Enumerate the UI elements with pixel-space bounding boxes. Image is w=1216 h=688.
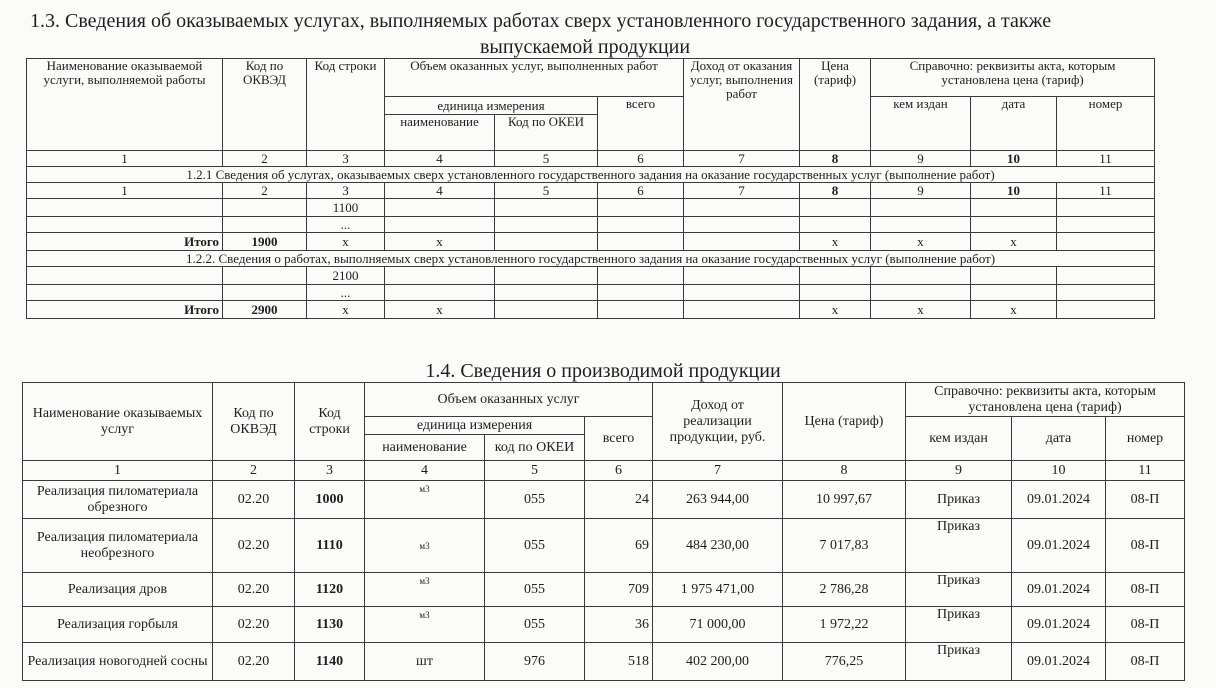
total-code: 1900 [223,233,307,251]
product-total: 36 [585,607,653,643]
product-issued-by: Приказ [906,481,1012,519]
product-unit: м3 [365,607,485,643]
product-income: 263 944,00 [653,481,783,519]
row-code-dots: ... [307,217,385,233]
product-unit: шт [365,643,485,681]
product-date: 09.01.2024 [1012,573,1106,607]
product-issued-by: Приказ [906,519,1012,573]
product-date: 09.01.2024 [1012,481,1106,519]
subsection-1-2-2: 1.2.2. Сведения о работах, выполняемых сверх установленного государственного задания на оказание государственных услуг (выполнение работ) [27,251,1155,267]
header-unit: единица измерения [385,97,598,115]
total-row [27,233,1155,251]
product-income: 71 000,00 [653,607,783,643]
header-price: Цена (тариф) [783,383,906,461]
col-num: 6 [598,151,684,167]
col-num: 10 [971,183,1057,199]
product-unit: м3 [365,573,485,607]
column-numbers-row [27,151,1155,167]
header-okei: Код по ОКЕИ [495,115,598,151]
product-code: 1130 [295,607,365,643]
col-num: 2 [213,461,295,481]
table-row [23,519,1185,573]
x-mark: x [307,233,385,251]
product-name: Реализация новогодней сосны [23,643,213,681]
product-number: 08-П [1106,573,1185,607]
col-num: 8 [800,151,871,167]
table-row [23,481,1185,519]
table-row [23,573,1185,607]
column-numbers-row [23,461,1185,481]
product-okved: 02.20 [213,481,295,519]
section-1-4-title: 1.4. Сведения о производимой продукции [425,360,781,382]
product-okved: 02.20 [213,573,295,607]
col-num: 5 [495,151,598,167]
product-income: 484 230,00 [653,519,783,573]
product-okei: 976 [485,643,585,681]
col-num: 4 [365,461,485,481]
product-income: 1 975 471,00 [653,573,783,607]
product-price: 1 972,22 [783,607,906,643]
product-total: 24 [585,481,653,519]
col-num: 6 [585,461,653,481]
header-ref: Справочно: реквизиты акта, которым установлена цена (тариф) [906,383,1185,417]
product-unit: м3 [365,519,485,573]
total-row [27,301,1155,319]
header-issued-by: кем издан [871,97,971,151]
col-num: 2 [223,151,307,167]
header-unit: единица измерения [365,417,585,435]
col-num: 1 [27,151,223,167]
product-okei: 055 [485,607,585,643]
total-label: Итого [27,301,223,319]
col-num: 3 [307,151,385,167]
product-total: 518 [585,643,653,681]
product-code: 1110 [295,519,365,573]
col-num: 5 [495,183,598,199]
product-total: 69 [585,519,653,573]
header-okei: код по ОКЕИ [485,435,585,461]
product-issued-by: Приказ [906,607,1012,643]
table-row [27,199,1155,217]
product-number: 08-П [1106,607,1185,643]
col-num: 10 [971,151,1057,167]
x-mark: x [871,233,971,251]
header-volume: Объем оказанных услуг, выполненных работ [385,59,684,97]
col-num: 8 [800,183,871,199]
product-name: Реализация пиломатериала необрезного [23,519,213,573]
row-code: 1100 [307,199,385,217]
header-income: Доход от оказания услуг, выполнения работ [684,59,800,151]
col-num: 6 [598,183,684,199]
product-number: 08-П [1106,643,1185,681]
product-okved: 02.20 [213,643,295,681]
col-num: 5 [485,461,585,481]
product-code: 1120 [295,573,365,607]
col-num: 3 [307,183,385,199]
product-okei: 055 [485,481,585,519]
header-row-code: Код строки [295,383,365,461]
header-issued-by: кем издан [906,417,1012,461]
header-number: номер [1057,97,1155,151]
section-1-3-title-line2: выпускаемой продукции [479,36,691,58]
col-num: 1 [23,461,213,481]
header-okved: Код по ОКВЭД [223,59,307,151]
product-name: Реализация горбыля [23,607,213,643]
header-income: Доход от реализации продукции, руб. [653,383,783,461]
product-number: 08-П [1106,519,1185,573]
product-price: 10 997,67 [783,481,906,519]
header-ref: Справочно: реквизиты акта, которым установлена цена (тариф) [871,59,1155,97]
col-num: 4 [385,151,495,167]
col-num: 4 [385,183,495,199]
product-okved: 02.20 [213,607,295,643]
row-code-dots: ... [307,285,385,301]
header-number: номер [1106,417,1185,461]
col-num: 8 [783,461,906,481]
col-num: 9 [906,461,1012,481]
services-table [26,58,1155,319]
total-label: Итого [27,233,223,251]
x-mark: x [800,301,871,319]
product-income: 402 200,00 [653,643,783,681]
header-unit-name: наименование [365,435,485,461]
table-row [27,285,1155,301]
col-num: 7 [653,461,783,481]
header-total: всего [585,417,653,461]
table-row [27,267,1155,285]
col-num: 7 [684,183,800,199]
product-okei: 055 [485,573,585,607]
subsection-1-2-1: 1.2.1 Сведения об услугах, оказываемых сверх установленного государственного задания на оказание государственных услуг (выполнение работ) [27,167,1155,183]
total-code: 2900 [223,301,307,319]
header-unit-name: наименование [385,115,495,151]
col-num: 7 [684,151,800,167]
table-row [23,643,1185,681]
header-name: Наименование оказываемых услуг [23,383,213,461]
product-total: 709 [585,573,653,607]
product-unit: м3 [365,481,485,519]
x-mark: x [385,233,495,251]
header-price: Цена (тариф) [800,59,871,151]
product-code: 1140 [295,643,365,681]
row-code: 2100 [307,267,385,285]
product-price: 2 786,28 [783,573,906,607]
header-total: всего [598,97,684,151]
col-num: 9 [871,183,971,199]
col-num: 11 [1057,183,1155,199]
header-date: дата [1012,417,1106,461]
col-num: 11 [1057,151,1155,167]
product-okei: 055 [485,519,585,573]
table-row [23,607,1185,643]
products-table [22,382,1185,681]
section-1-3-title [30,8,1140,60]
product-date: 09.01.2024 [1012,643,1106,681]
x-mark: x [971,301,1057,319]
header-name: Наименование оказываемой услуги, выполняемой работы [27,59,223,151]
product-issued-by: Приказ [906,643,1012,681]
section-1-3-title-line1: 1.3. Сведения об оказываемых услугах, выполняемых работах сверх установленного государственного задания, а также [30,10,1052,32]
product-number: 08-П [1106,481,1185,519]
x-mark: x [871,301,971,319]
x-mark: x [800,233,871,251]
x-mark: x [307,301,385,319]
col-num: 11 [1106,461,1185,481]
product-name: Реализация пиломатериала обрезного [23,481,213,519]
product-price: 776,25 [783,643,906,681]
product-issued-by: Приказ [906,573,1012,607]
x-mark: x [385,301,495,319]
product-price: 7 017,83 [783,519,906,573]
col-num: 2 [223,183,307,199]
product-code: 1000 [295,481,365,519]
table-row [27,217,1155,233]
header-row-code: Код строки [307,59,385,151]
product-name: Реализация дров [23,573,213,607]
col-num: 3 [295,461,365,481]
col-num: 10 [1012,461,1106,481]
x-mark: x [971,233,1057,251]
header-volume: Объем оказанных услуг [365,383,653,417]
product-okved: 02.20 [213,519,295,573]
product-date: 09.01.2024 [1012,607,1106,643]
header-date: дата [971,97,1057,151]
col-num: 9 [871,151,971,167]
product-date: 09.01.2024 [1012,519,1106,573]
col-num: 1 [27,183,223,199]
header-okved: Код по ОКВЭД [213,383,295,461]
column-numbers-row [27,183,1155,199]
